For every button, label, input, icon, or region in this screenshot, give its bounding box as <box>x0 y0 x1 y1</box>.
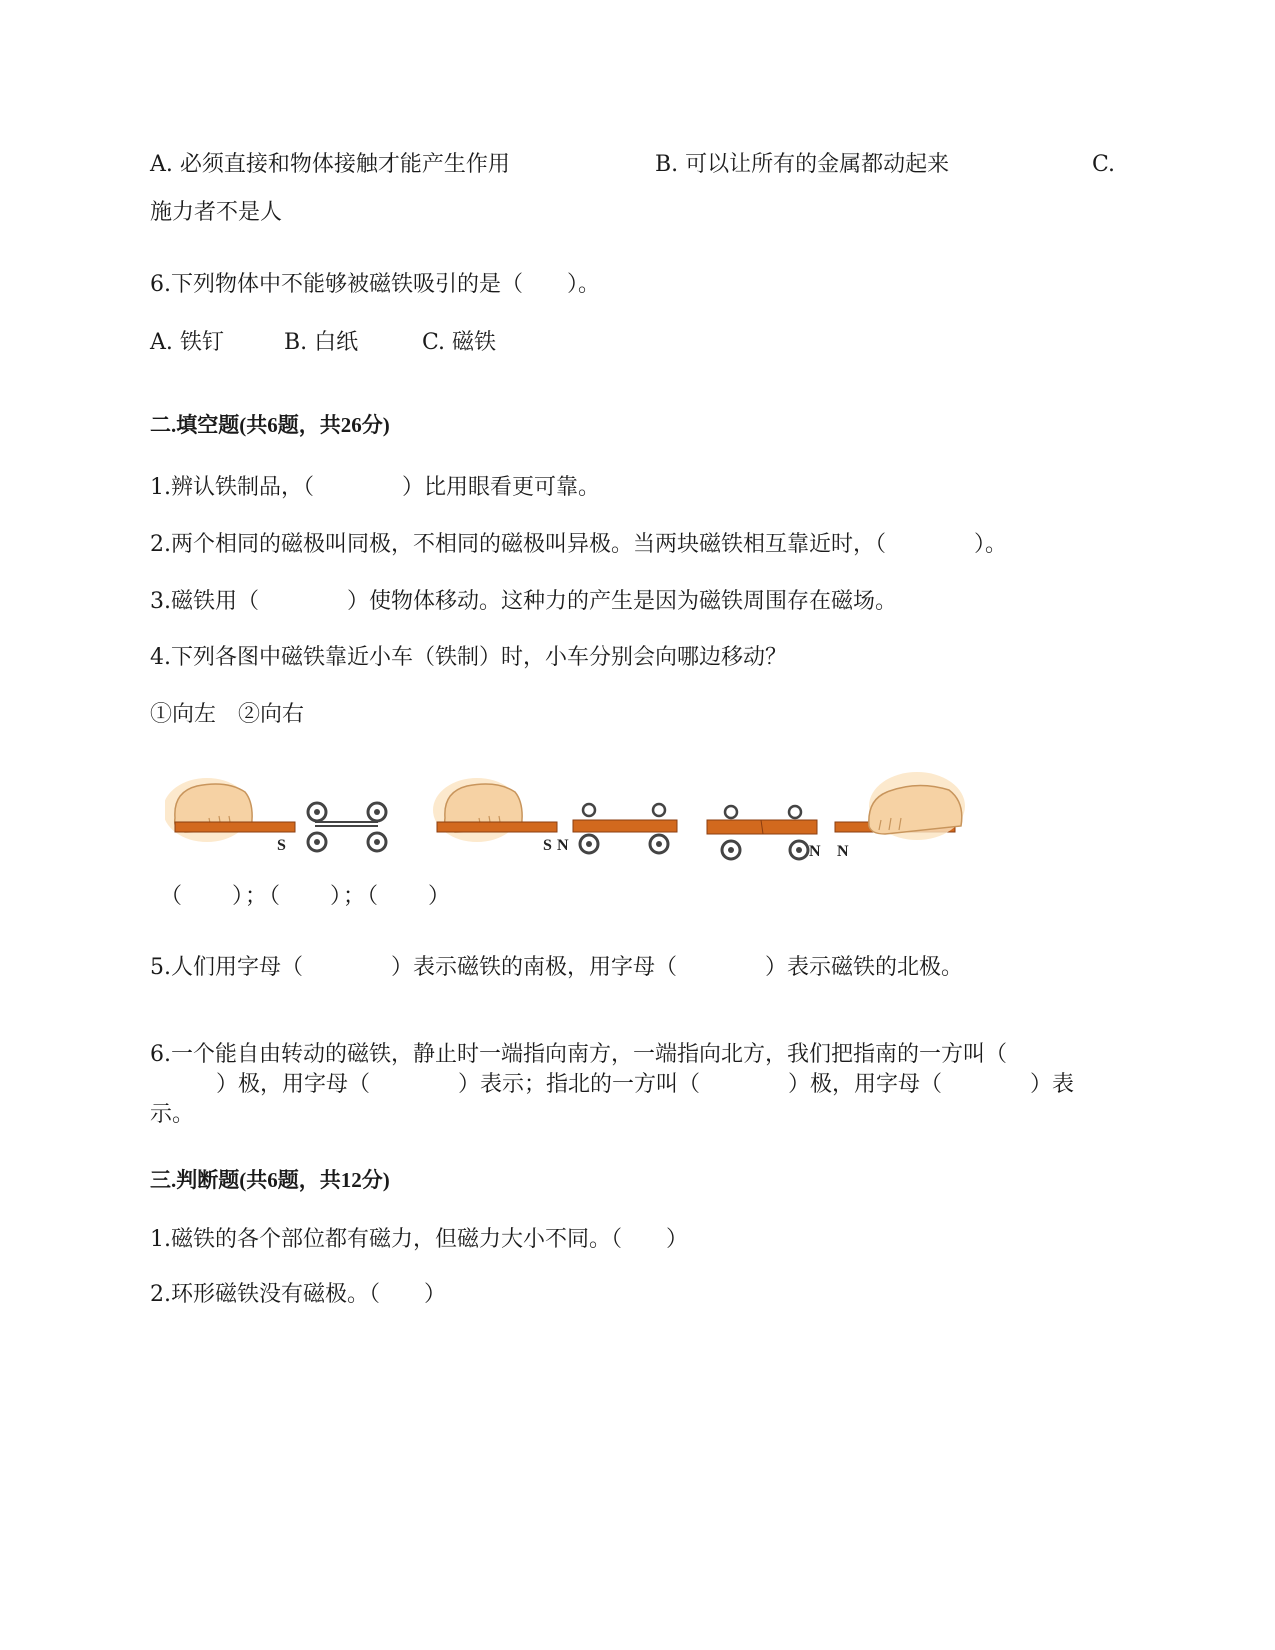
s2-q2: 2.两个相同的磁极叫同极，不相同的磁极叫异极。当两块磁铁相互靠近时，（ ）。 <box>150 532 1007 557</box>
s2-q6-line2: ）极，用字母（ ）表示；指北的一方叫（ ）极，用字母（ ）表 <box>150 1072 1075 1097</box>
q5-option-c-text: 施力者不是人 <box>150 200 283 225</box>
magnet-cart-icon <box>707 806 817 859</box>
panel-3 <box>707 772 965 860</box>
q6-option-b: B. 白纸 <box>284 330 359 355</box>
s2-q1: 1.辨认铁制品，（ ）比用眼看更可靠。 <box>150 475 600 500</box>
pole-label-n3b: N <box>837 843 849 860</box>
panel-2 <box>433 778 677 854</box>
panel-1 <box>165 778 386 854</box>
q6-option-a: A. 铁钉 <box>150 330 224 355</box>
s2-q4-choices: ①向左 ②向右 <box>150 702 305 727</box>
pole-label-s1: S <box>277 837 286 854</box>
q6-option-c: C. 磁铁 <box>422 330 497 355</box>
pole-label-n3a: N <box>809 843 821 860</box>
s2-q3: 3.磁铁用（ ）使物体移动。这种力的产生是因为磁铁周围存在磁场。 <box>150 589 897 614</box>
s2-q5: 5.人们用字母（ ）表示磁铁的南极，用字母（ ）表示磁铁的北极。 <box>150 955 963 980</box>
s2-q6-line1: 6.一个能自由转动的磁铁，静止时一端指向南方，一端指向北方，我们把指南的一方叫（ <box>150 1042 1007 1067</box>
s3-q1: 1.磁铁的各个部位都有磁力，但磁力大小不同。（ ） <box>150 1227 688 1252</box>
q5-option-a: A. 必须直接和物体接触才能产生作用 <box>150 152 510 177</box>
cart-icon <box>308 803 386 851</box>
magnet-cart-figure <box>165 770 1025 890</box>
q6-question: 6.下列物体中不能够被磁铁吸引的是（ ）。 <box>150 272 600 297</box>
bar-magnet-icon <box>437 822 557 832</box>
bar-magnet-icon <box>175 822 295 832</box>
section2-heading: 二.填空题(共6题，共26分) <box>150 413 390 437</box>
pole-label-s2: S <box>543 837 552 854</box>
pole-label-n2: N <box>557 837 569 854</box>
magnet-cart-icon <box>573 804 677 853</box>
s2-q4: 4.下列各图中磁铁靠近小车（铁制）时，小车分别会向哪边移动？ <box>150 645 787 670</box>
section3-heading: 三.判断题(共6题，共12分) <box>150 1168 390 1192</box>
s3-q2: 2.环形磁铁没有磁极。（ ） <box>150 1282 446 1307</box>
s2-q6-line3: 示。 <box>150 1102 195 1127</box>
q5-option-c: C. <box>1092 152 1116 177</box>
s2-q4-answer-blanks: （ ）；（ ）；（ ） <box>160 884 453 909</box>
q5-option-b: B. 可以让所有的金属都动起来 <box>655 152 950 177</box>
